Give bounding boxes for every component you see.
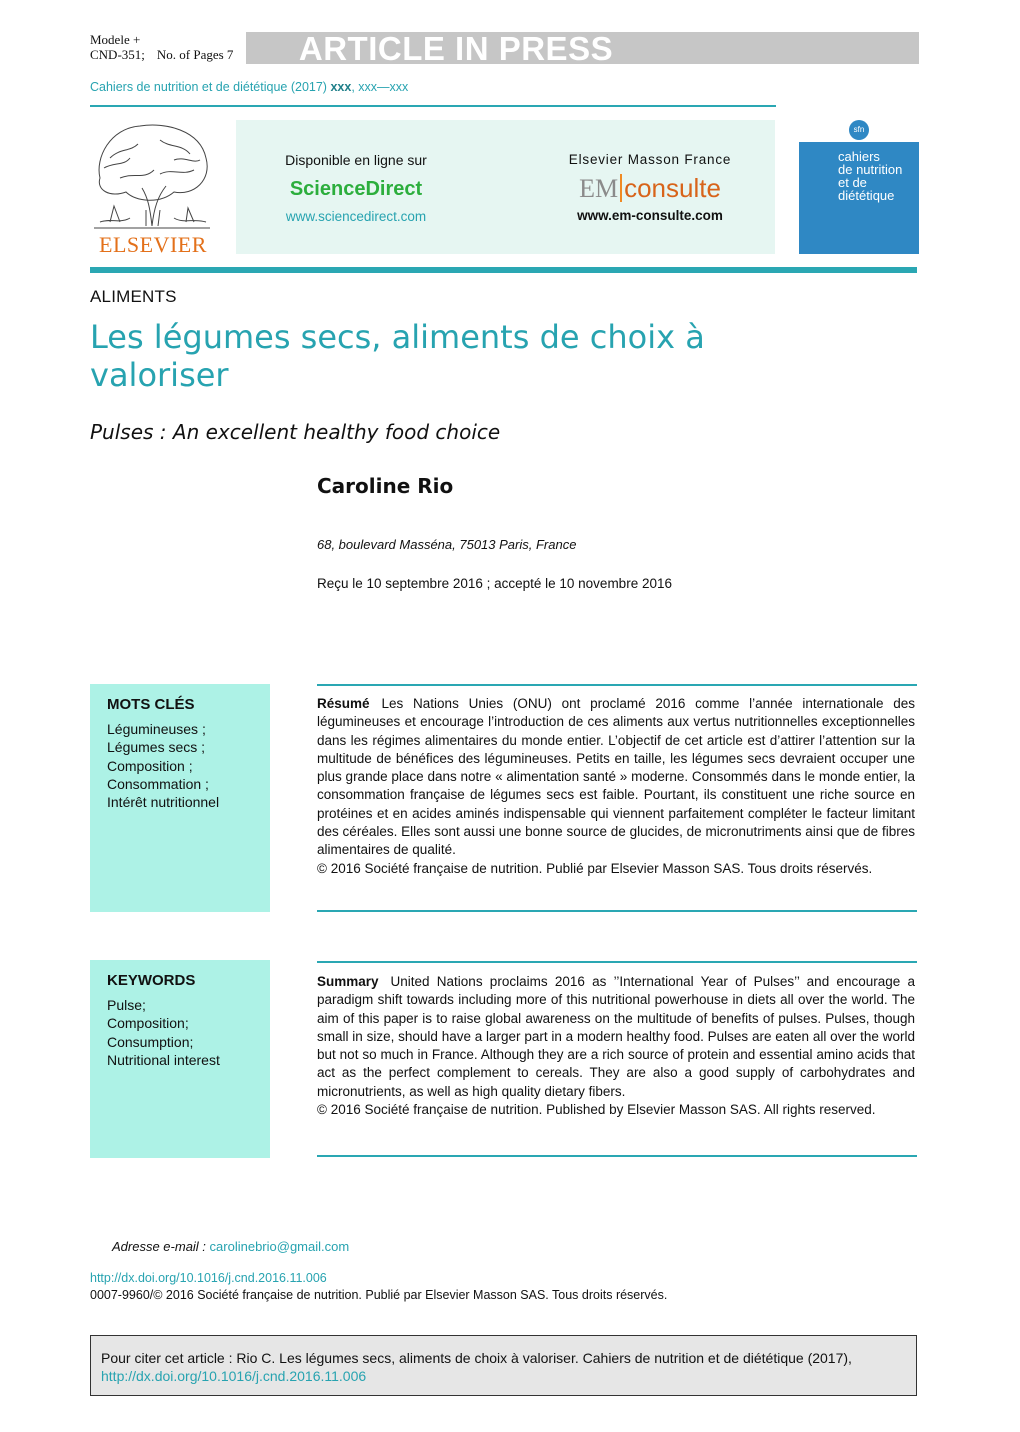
keyword-item: Pulse; <box>107 997 146 1013</box>
model-label: Modele + <box>90 32 141 47</box>
keyword-item: Consumption; <box>107 1033 194 1050</box>
article-subtitle: Pulses : An excellent healthy food choice <box>90 420 501 444</box>
email-link[interactable]: carolinebrio@gmail.com <box>209 1239 350 1254</box>
cover-title-line: diététique <box>838 188 895 203</box>
journal-cover-title <box>838 150 918 202</box>
abstract-en-text: United Nations proclaims 2016 as ’’International Year of Pulses’’ and encourage a paradigm shift towards including more of this nutritional powerhouse in diets all over the world. The aim of this paper is to raise global awareness on the multitude of benefits of pulses. Pulses, though small in size, should have a larger part in a modern healthy food. Pulses are eaten all over the world but not so much in France. Although they are a rich source of protein and essential amino acids that act as the perfect complement to cereals. They are also a good supply of carbohydrates and micronutrients, as well as high quality dietary fibers. <box>317 974 915 1099</box>
abstract-en-top-rule <box>317 961 917 963</box>
keywords-en-heading: KEYWORDS <box>107 972 196 989</box>
keyword-item: Légumes secs ; <box>107 739 206 756</box>
journal-ref-prefix: Cahiers de nutrition et de diététique (2017) <box>90 80 327 94</box>
journal-reference <box>90 80 408 94</box>
doi-link[interactable]: http://dx.doi.org/10.1016/j.cnd.2016.11.006 <box>90 1271 327 1285</box>
sfn-badge: sfn <box>849 120 869 140</box>
keyword-item: Nutritional interest <box>107 1051 220 1068</box>
keyword-item: Composition ; <box>107 757 193 774</box>
abstract-fr-label: Résumé <box>317 696 370 711</box>
cover-title-line: cahiers <box>838 149 880 164</box>
abstract-fr-bottom-rule <box>317 910 917 912</box>
article-in-press-banner: ARTICLE IN PRESS <box>298 30 614 67</box>
cover-title-line: et de <box>838 175 867 190</box>
citation-body: Pour citer cet article : Rio C. Les légumes secs, aliments de choix à valoriser. Cahiers de nutrition et de diététique (2017), <box>101 1350 852 1366</box>
keywords-en-box <box>90 960 270 1158</box>
article-title: Les légumes secs, aliments de choix à valoriser <box>90 318 705 394</box>
keyword-item: Composition; <box>107 1015 189 1032</box>
elsevier-wordmark: ELSEVIER <box>99 232 207 257</box>
keywords-en-list <box>107 996 220 1069</box>
author-email-note <box>112 1239 349 1254</box>
sciencedirect-logo: ScienceDirect <box>289 178 423 200</box>
em-logo-right: consulte <box>624 173 721 203</box>
abstract-fr-top-rule <box>317 684 917 686</box>
ref-code: CND-351; <box>90 47 145 62</box>
em-logo-left: EM <box>579 174 619 203</box>
abstract-en-bottom-rule <box>317 1155 917 1157</box>
email-label: Adresse e-mail : <box>112 1239 206 1254</box>
keyword-item: Légumineuses ; <box>107 721 206 737</box>
issn-copyright: 0007-9960/© 2016 Société française de nutrition. Publié par Elsevier Masson SAS. Tous droits réservés. <box>90 1288 668 1302</box>
citation-text <box>101 1349 911 1385</box>
banner-top-rule <box>90 105 776 107</box>
journal-ref-volume: xxx <box>330 80 352 94</box>
author-name: Caroline Rio <box>317 474 454 498</box>
sciencedirect-link[interactable]: www.sciencedirect.com <box>285 209 427 224</box>
received-accepted-dates: Reçu le 10 septembre 2016 ; accepté le 10 novembre 2016 <box>317 576 672 591</box>
section-label: ALIMENTS <box>90 287 177 306</box>
keyword-item: Consommation ; <box>107 775 209 792</box>
author-affiliation: 68, boulevard Masséna, 75013 Paris, France <box>317 537 577 552</box>
cover-title-line: de nutrition <box>838 162 903 177</box>
abstract-fr-text: Les Nations Unies (ONU) ont proclamé 2016 comme l’année internationale des légumineuses et encourage l’introduction de ces aliments aux vertus nutritionnelles exceptionnelles dans les régimes alimentaires du monde entier. L’objectif de cet article est d’attirer l’attention sur la multitude de bénéfices des légumineuses. Petits en taille, les légumes secs devraient occuper une plus grande place dans notre « alimentation santé » moderne. Consommés dans le monde entier, la consommation française de légumes secs est faible. Pourtant, ils constituent une riche source en protéines et en acides aminés indispensable qui viennent parfaitement compléter le facteur limitant des céréales. Elles sont aussi une bonne source de glucides, de micronutriments ainsi que de fibres alimentaires de qualité. <box>317 696 915 858</box>
citation-doi-link[interactable]: http://dx.doi.org/10.1016/j.cnd.2016.11.006 <box>101 1368 367 1384</box>
em-consulte-link[interactable]: www.em-consulte.com <box>577 208 723 223</box>
keywords-fr-list <box>107 720 219 811</box>
abstract-fr <box>317 695 915 878</box>
keywords-fr-heading: MOTS CLÉS <box>107 696 195 713</box>
em-publisher-name: Elsevier Masson France <box>568 152 732 167</box>
em-logo-separator <box>620 174 622 202</box>
abstract-en <box>317 973 915 1119</box>
abstract-fr-copyright: © 2016 Société française de nutrition. Publié par Elsevier Masson SAS. Tous droits réservés. <box>317 860 873 876</box>
keyword-item: Intérêt nutritionnel <box>107 794 220 811</box>
banner-bottom-rule <box>90 267 917 273</box>
available-online-label: Disponible en ligne sur <box>285 152 427 168</box>
abstract-en-copyright: © 2016 Société française de nutrition. Published by Elsevier Masson SAS. All rights reserved. <box>317 1102 876 1118</box>
keywords-fr-box <box>90 684 270 912</box>
article-meta <box>90 32 245 62</box>
page-count: No. of Pages 7 <box>156 47 234 62</box>
em-consulte-logo <box>540 173 760 204</box>
abstract-en-label: Summary <box>317 974 379 989</box>
journal-ref-pages: , xxx—xxx <box>351 80 409 94</box>
